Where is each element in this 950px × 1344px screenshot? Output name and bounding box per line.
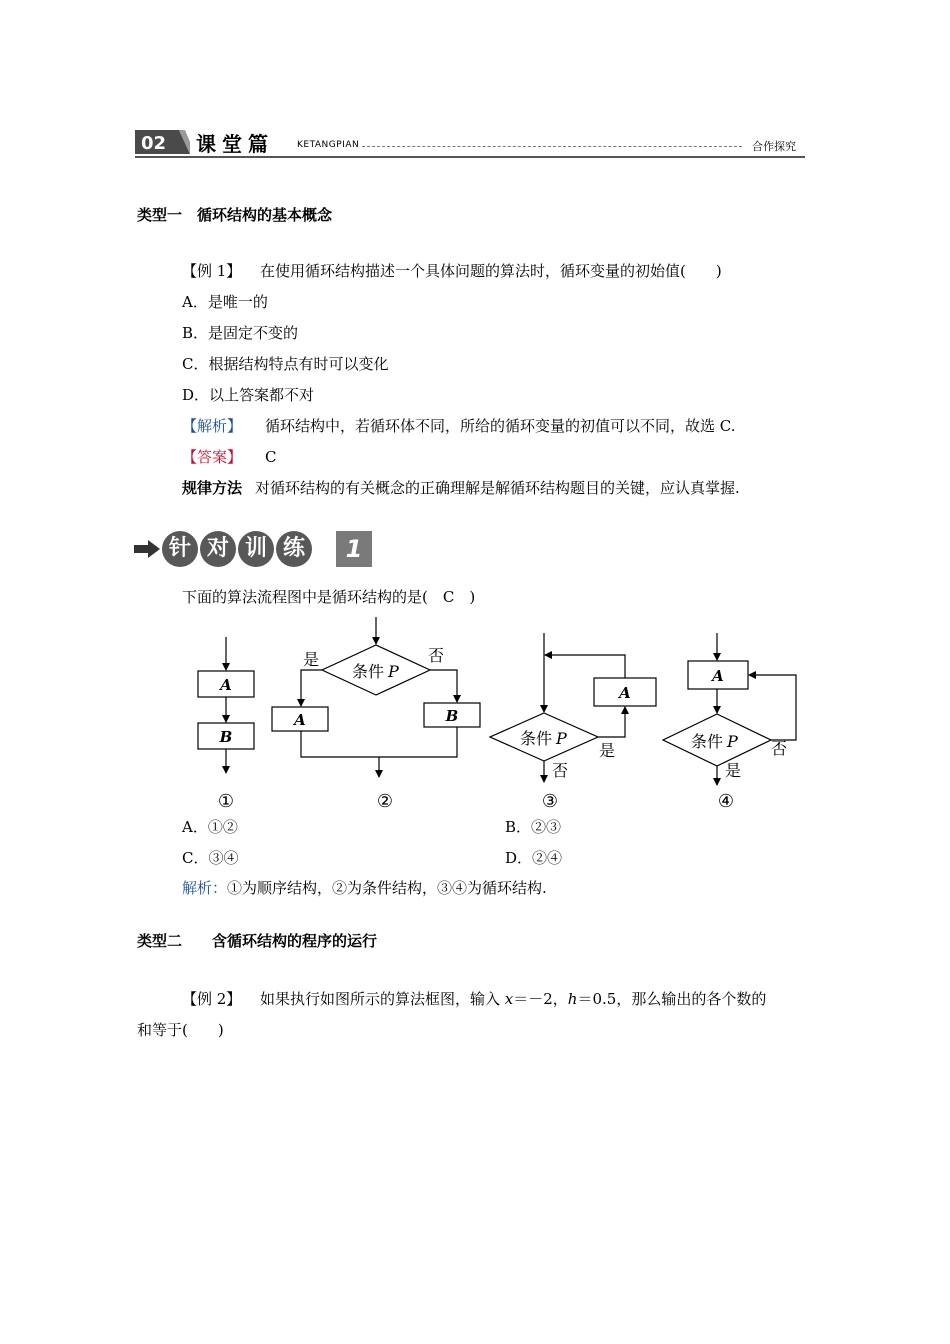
section2-title: 类型二 含循环结构的程序的运行 bbox=[137, 932, 378, 950]
chart2-no: 否 bbox=[428, 646, 445, 665]
example1-option-d: D．以上答案都不对 bbox=[182, 386, 315, 404]
chart4-label: ④ bbox=[717, 791, 735, 812]
training-option-d: D．②④ bbox=[505, 849, 563, 867]
example1-question: 在使用循环结构描述一个具体问题的算法时，循环变量的初始值( ) bbox=[260, 262, 722, 280]
training-question: 下面的算法流程图中是循环结构的是( C ) bbox=[182, 588, 476, 606]
banner-number: 1 bbox=[336, 531, 372, 567]
flowchart-diagrams bbox=[180, 615, 820, 815]
chart1-box-a: A bbox=[220, 676, 232, 694]
chart2-label: ② bbox=[376, 791, 394, 812]
chart1-box-b: B bbox=[219, 728, 233, 746]
example2-label: 【例 2】 bbox=[182, 990, 242, 1008]
chart3-cond: 条件 bbox=[520, 729, 553, 748]
header-rule bbox=[135, 156, 805, 158]
example2-line1-b: ＝－2， bbox=[513, 990, 568, 1008]
chart3-label: ③ bbox=[541, 791, 559, 812]
banner-char-2: 对 bbox=[200, 531, 236, 567]
example1-option-c: C．根据结构特点有时可以变化 bbox=[182, 355, 389, 373]
chart3-yes: 是 bbox=[599, 741, 616, 760]
chart1-label: ① bbox=[217, 791, 235, 812]
example2-line1 bbox=[260, 989, 766, 1009]
analysis1-label: 【解析】 bbox=[182, 417, 243, 435]
chart4-cond-var: P bbox=[727, 732, 738, 751]
banner-char-1: 针 bbox=[162, 531, 198, 567]
chart3-box-a: A bbox=[619, 684, 631, 702]
training-analysis-label: 解析： bbox=[182, 879, 228, 897]
example1-label: 【例 1】 bbox=[182, 262, 242, 280]
example2-line1-a: 如果执行如图所示的算法框图，输入 bbox=[260, 990, 505, 1008]
method-label: 规律方法 bbox=[182, 479, 243, 497]
example2-line1-c: ＝0.5，那么输出的各个数的 bbox=[577, 990, 767, 1008]
training-banner bbox=[134, 531, 384, 567]
analysis1-text: 循环结构中，若循环体不同，所给的循环变量的初值可以不同，故选 C. bbox=[265, 417, 736, 435]
training-analysis bbox=[182, 878, 547, 898]
chart2-yes: 是 bbox=[303, 650, 320, 669]
chart2-cond-var: P bbox=[388, 662, 399, 681]
example2-line2: 和等于( ) bbox=[137, 1021, 224, 1039]
banner-char-3: 训 bbox=[238, 531, 274, 567]
header-right-label: 合作探究 bbox=[752, 140, 796, 153]
chart3-cond-var: P bbox=[556, 729, 567, 748]
training-option-b: B．②③ bbox=[505, 818, 562, 836]
header-dash-line bbox=[362, 146, 742, 147]
training-option-a: A．①② bbox=[182, 818, 238, 836]
chart4-yes: 是 bbox=[725, 761, 742, 780]
chart2-box-a: A bbox=[294, 711, 306, 729]
arrow-right-icon bbox=[134, 540, 160, 558]
section-badge bbox=[135, 130, 190, 154]
training-analysis-text: ①为顺序结构，②为条件结构，③④为循环结构. bbox=[227, 879, 547, 897]
chart2-cond: 条件 bbox=[352, 662, 385, 681]
example1-option-a: A．是唯一的 bbox=[182, 293, 268, 311]
badge-number: 02 bbox=[141, 133, 167, 154]
chart4-cond: 条件 bbox=[691, 732, 724, 751]
chart2-box-b: B bbox=[445, 707, 459, 725]
section1-title: 类型一 循环结构的基本概念 bbox=[137, 206, 333, 224]
chart3-no: 否 bbox=[552, 761, 569, 780]
answer1-label: 【答案】 bbox=[182, 448, 243, 466]
answer1-text: C bbox=[265, 448, 277, 466]
chart4-no: 否 bbox=[771, 739, 788, 758]
method-text: 对循环结构的有关概念的正确理解是解循环结构题目的关键，应认真掌握. bbox=[255, 479, 740, 497]
chart4-box-a: A bbox=[712, 667, 724, 685]
header-title: 课堂篇 bbox=[196, 132, 274, 156]
training-option-c: C．③④ bbox=[182, 849, 239, 867]
example2-var-h: h bbox=[567, 990, 578, 1008]
banner-char-4: 练 bbox=[276, 531, 312, 567]
example1-option-b: B．是固定不变的 bbox=[182, 324, 299, 342]
header-subtitle: KETANGPIAN bbox=[297, 140, 360, 150]
example2-var-x: x bbox=[504, 990, 514, 1008]
